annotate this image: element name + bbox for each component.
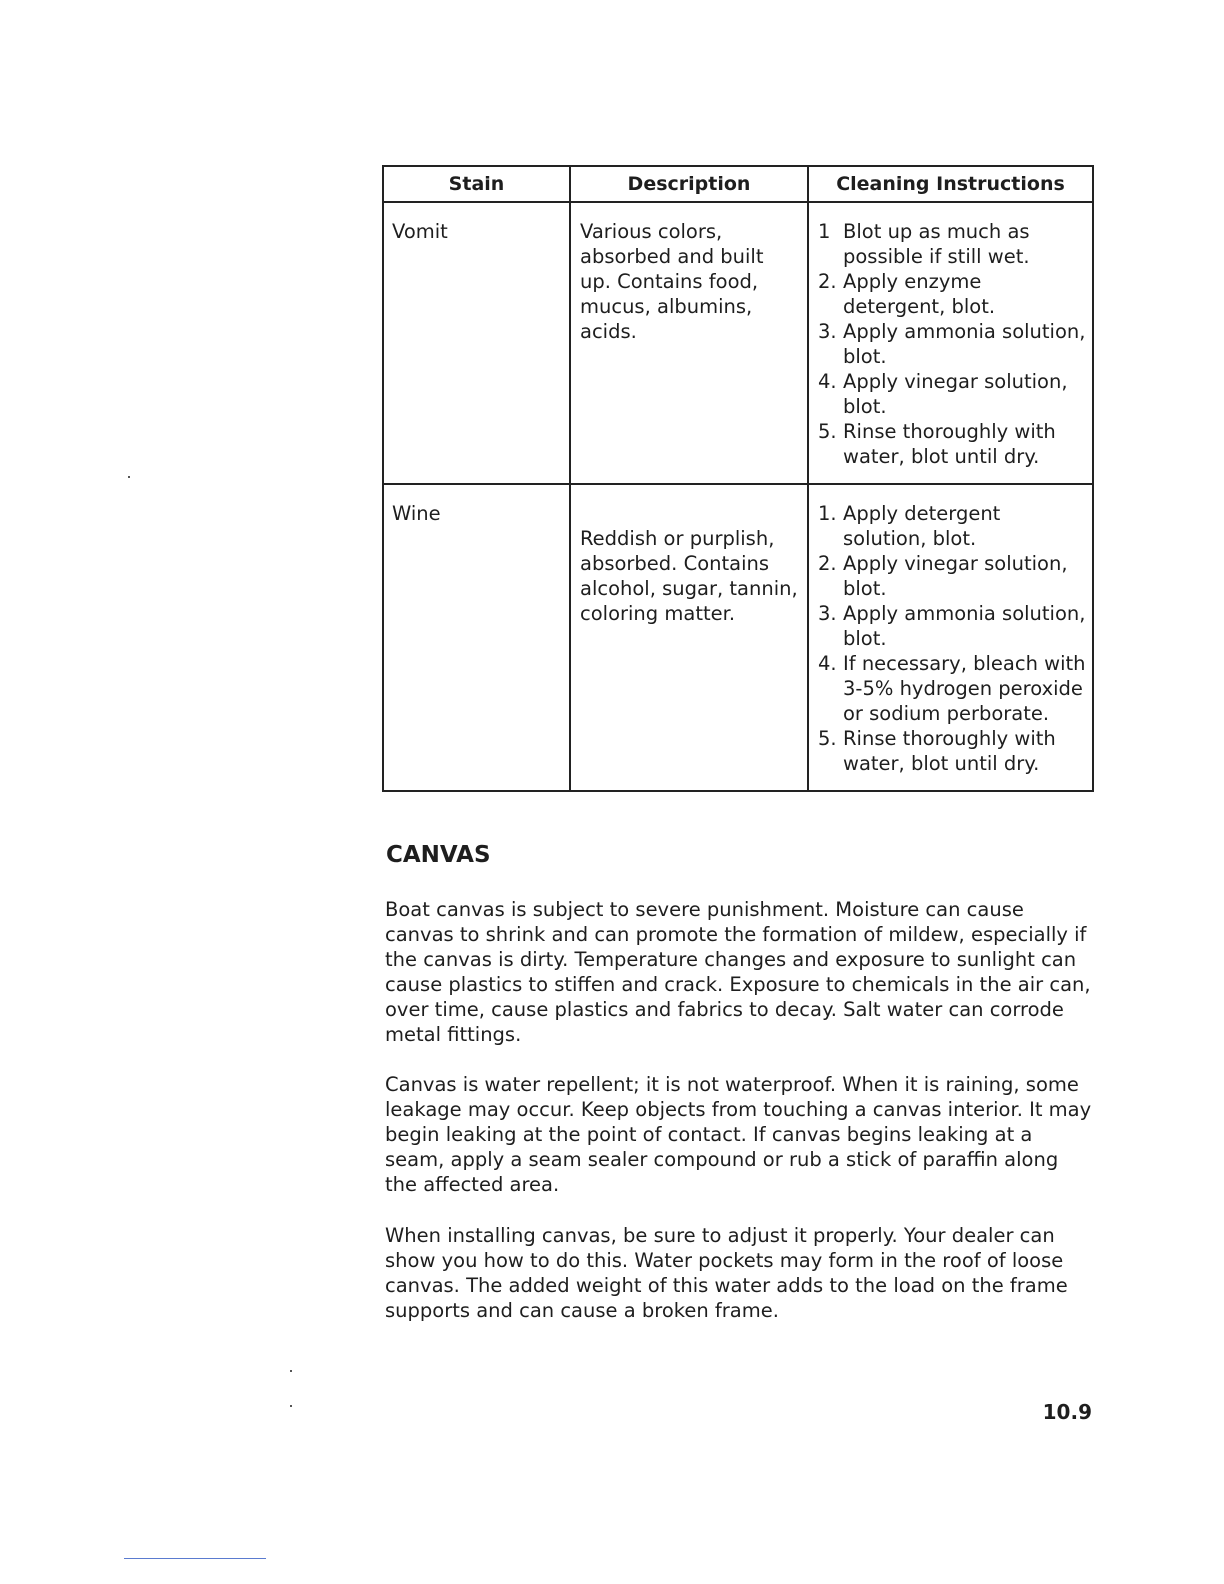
step-text: Apply ammonia solution, blot. bbox=[843, 602, 1086, 650]
step-text: Apply ammonia solution, blot. bbox=[843, 320, 1086, 368]
step-number: 1 bbox=[818, 220, 831, 243]
step-item bbox=[818, 419, 1088, 469]
body-paragraph: Canvas is water repellent; it is not waterproof. When it is raining, some leakage may occur. Keep objects from touching a canvas interior. It may begin leaking at the point of contact. If canvas begins leaking at a seam, apply a seam sealer compound or rub a stick of paraffin along the affected area. bbox=[385, 1073, 1092, 1196]
step-text: Rinse thoroughly with water, blot until dry. bbox=[843, 727, 1056, 775]
step-item bbox=[818, 551, 1088, 601]
step-number: 1. bbox=[818, 502, 837, 525]
step-number: 5. bbox=[818, 727, 837, 750]
section-title: CANVAS bbox=[386, 842, 491, 868]
header-description: Description bbox=[570, 166, 808, 202]
cleaning-instructions bbox=[808, 484, 1093, 791]
step-number: 5. bbox=[818, 420, 837, 443]
header-stain: Stain bbox=[383, 166, 570, 202]
step-text: Apply detergent solution, blot. bbox=[843, 502, 1001, 550]
step-number: 2. bbox=[818, 552, 837, 575]
stain-name: Vomit bbox=[383, 202, 570, 484]
stain-name: Wine bbox=[383, 484, 570, 791]
step-text: Apply vinegar solution, blot. bbox=[843, 370, 1068, 418]
header-cleaning-instructions: Cleaning Instructions bbox=[808, 166, 1093, 202]
stain-description: Reddish or purplish, absorbed. Contains alcohol, sugar, tannin, coloring matter. bbox=[570, 484, 808, 791]
bottom-divider bbox=[124, 1558, 266, 1559]
table-row bbox=[383, 202, 1093, 484]
page-number: 10.9 bbox=[1042, 1400, 1092, 1424]
step-item bbox=[818, 269, 1088, 319]
step-item bbox=[818, 369, 1088, 419]
step-number: 2. bbox=[818, 270, 837, 293]
table-header-row bbox=[383, 166, 1093, 202]
step-item bbox=[818, 651, 1088, 726]
step-number: 3. bbox=[818, 602, 837, 625]
stain-description: Various colors, absorbed and built up. Contains food, mucus, albumins, acids. bbox=[570, 202, 808, 484]
cleaning-instructions bbox=[808, 202, 1093, 484]
step-item bbox=[818, 601, 1088, 651]
step-number: 3. bbox=[818, 320, 837, 343]
step-item bbox=[818, 219, 1088, 269]
step-item bbox=[818, 319, 1088, 369]
step-text: Blot up as much as possible if still wet. bbox=[843, 220, 1030, 268]
step-number: 4. bbox=[818, 370, 837, 393]
stain-cleaning-table bbox=[382, 165, 1094, 792]
step-item bbox=[818, 726, 1088, 776]
body-paragraph: Boat canvas is subject to severe punishment. Moisture can cause canvas to shrink and can promote the formation of mildew, especially if the canvas is dirty. Temperature changes and exposure to sunlight can cause plastics to stiffen and crack. Exposure to chemicals in the air can, over time, cause plastics and fabrics to decay. Salt water can corrode metal fittings. bbox=[385, 898, 1091, 1046]
step-text: If necessary, bleach with 3-5% hydrogen peroxide or sodium perborate. bbox=[843, 652, 1086, 725]
step-text: Rinse thoroughly with water, blot until dry. bbox=[843, 420, 1056, 468]
step-number: 4. bbox=[818, 652, 837, 675]
body-paragraph: When installing canvas, be sure to adjust it properly. Your dealer can show you how to do this. Water pockets may form in the roof of loose canvas. The added weight of this water adds to the load on the frame supports and can cause a broken frame. bbox=[385, 1224, 1068, 1322]
steps-list bbox=[818, 501, 1088, 776]
step-text: Apply enzyme detergent, blot. bbox=[843, 270, 996, 318]
step-item bbox=[818, 501, 1088, 551]
table-row bbox=[383, 484, 1093, 791]
scan-speck bbox=[290, 1405, 292, 1407]
scan-speck bbox=[290, 1370, 292, 1372]
scan-speck bbox=[128, 476, 130, 478]
step-text: Apply vinegar solution, blot. bbox=[843, 552, 1068, 600]
steps-list bbox=[818, 219, 1088, 469]
